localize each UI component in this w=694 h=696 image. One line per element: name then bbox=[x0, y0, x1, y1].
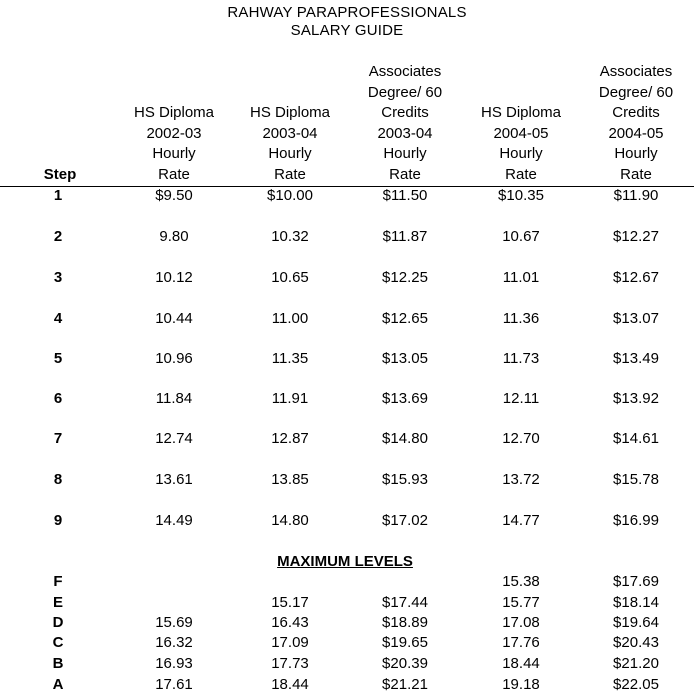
rate-cell: $13.69 bbox=[382, 390, 428, 407]
rate-cell: $15.78 bbox=[613, 471, 659, 488]
rate-cell: $22.05 bbox=[613, 676, 659, 693]
step-label: 9 bbox=[53, 512, 63, 529]
rate-cell: $20.43 bbox=[613, 634, 659, 651]
column-header-assoc-2004-05: Associates Degree/ 60 Credits 2004-05 Hourly Rate bbox=[598, 63, 674, 183]
rate-cell: 19.18 bbox=[502, 676, 540, 693]
rate-cell: $12.27 bbox=[613, 228, 659, 245]
step-header: Step bbox=[43, 166, 77, 183]
rate-cell: $12.65 bbox=[382, 310, 428, 327]
rate-cell: 15.17 bbox=[271, 594, 309, 611]
rate-cell: $12.25 bbox=[382, 269, 428, 286]
rate-cell: 17.61 bbox=[155, 676, 193, 693]
rate-cell: $16.99 bbox=[613, 512, 659, 529]
rate-cell: 16.93 bbox=[155, 655, 193, 672]
rate-cell: 17.08 bbox=[502, 614, 540, 631]
title-line-2: SALARY GUIDE bbox=[290, 22, 404, 39]
rate-cell: $17.44 bbox=[382, 594, 428, 611]
rate-cell: $19.65 bbox=[382, 634, 428, 651]
step-label: 6 bbox=[53, 390, 63, 407]
rate-cell: $17.02 bbox=[382, 512, 428, 529]
rate-cell: 14.77 bbox=[502, 512, 540, 529]
rate-cell: $10.35 bbox=[498, 187, 544, 204]
rate-cell: 11.36 bbox=[502, 310, 540, 327]
step-label: 1 bbox=[53, 187, 63, 204]
rate-cell: 11.01 bbox=[502, 269, 540, 286]
rate-cell: $21.21 bbox=[382, 676, 428, 693]
rate-cell: $12.67 bbox=[613, 269, 659, 286]
rate-cell: $18.14 bbox=[613, 594, 659, 611]
rate-cell: 9.80 bbox=[159, 228, 189, 245]
rate-cell: 11.91 bbox=[271, 390, 309, 407]
rate-cell: 10.96 bbox=[155, 350, 193, 367]
rate-cell: 16.32 bbox=[155, 634, 193, 651]
rate-cell: $20.39 bbox=[382, 655, 428, 672]
rate-cell: $11.90 bbox=[613, 187, 659, 204]
rate-cell: 10.32 bbox=[271, 228, 309, 245]
rate-cell: 17.73 bbox=[271, 655, 309, 672]
rate-cell: $14.61 bbox=[613, 430, 659, 447]
step-label: 8 bbox=[53, 471, 63, 488]
rate-cell: 13.72 bbox=[502, 471, 540, 488]
title-line-1: RAHWAY PARAPROFESSIONALS bbox=[227, 4, 467, 21]
column-header-hs-2003-04: HS Diploma 2003-04 Hourly Rate bbox=[249, 104, 331, 183]
rate-cell: $13.07 bbox=[613, 310, 659, 327]
step-label: B bbox=[52, 655, 64, 672]
rate-cell: 15.38 bbox=[502, 573, 540, 590]
rate-cell: $13.05 bbox=[382, 350, 428, 367]
step-label: F bbox=[53, 573, 63, 590]
step-label: 2 bbox=[53, 228, 63, 245]
step-label: 5 bbox=[53, 350, 63, 367]
rate-cell: 12.70 bbox=[502, 430, 540, 447]
column-header-assoc-2003-04: Associates Degree/ 60 Credits 2003-04 Hourly Rate bbox=[367, 63, 443, 183]
step-label: 4 bbox=[53, 310, 63, 327]
rate-cell: 12.87 bbox=[271, 430, 309, 447]
maximum-levels-label: MAXIMUM LEVELS bbox=[277, 553, 413, 570]
rate-cell: 18.44 bbox=[502, 655, 540, 672]
step-label: D bbox=[52, 614, 64, 631]
rate-cell: 11.84 bbox=[155, 390, 193, 407]
rate-cell: $19.64 bbox=[613, 614, 659, 631]
rate-cell: $10.00 bbox=[267, 187, 313, 204]
rate-cell: 14.80 bbox=[271, 512, 309, 529]
step-label: 7 bbox=[53, 430, 63, 447]
rate-cell: 11.73 bbox=[502, 350, 540, 367]
rate-cell: 15.69 bbox=[155, 614, 193, 631]
step-label: C bbox=[52, 634, 64, 651]
step-label: A bbox=[52, 676, 64, 693]
rate-cell: 12.74 bbox=[155, 430, 193, 447]
step-label: E bbox=[52, 594, 63, 611]
rate-cell: 10.44 bbox=[155, 310, 193, 327]
rate-cell: 16.43 bbox=[271, 614, 309, 631]
column-header-hs-2004-05: HS Diploma 2004-05 Hourly Rate bbox=[480, 104, 562, 183]
rate-cell: 10.67 bbox=[502, 228, 540, 245]
rate-cell: 13.85 bbox=[271, 471, 309, 488]
rate-cell: 10.12 bbox=[155, 269, 193, 286]
rate-cell: 11.35 bbox=[271, 350, 309, 367]
rate-cell: $13.92 bbox=[613, 390, 659, 407]
rate-cell: 17.76 bbox=[502, 634, 540, 651]
rate-cell: $18.89 bbox=[382, 614, 428, 631]
step-label: 3 bbox=[53, 269, 63, 286]
rate-cell: 12.11 bbox=[502, 390, 540, 407]
rate-cell: $21.20 bbox=[613, 655, 659, 672]
rate-cell: 13.61 bbox=[155, 471, 193, 488]
rate-cell: $13.49 bbox=[613, 350, 659, 367]
rate-cell: $17.69 bbox=[613, 573, 659, 590]
rate-cell: $11.87 bbox=[382, 228, 428, 245]
rate-cell: 10.65 bbox=[271, 269, 309, 286]
rate-cell: 14.49 bbox=[155, 512, 193, 529]
rate-cell: $9.50 bbox=[155, 187, 193, 204]
column-header-hs-2002-03: HS Diploma 2002-03 Hourly Rate bbox=[133, 104, 215, 183]
rate-cell: 11.00 bbox=[271, 310, 309, 327]
rate-cell: $11.50 bbox=[382, 187, 428, 204]
rate-cell: $14.80 bbox=[382, 430, 428, 447]
rate-cell: 18.44 bbox=[271, 676, 309, 693]
rate-cell: $15.93 bbox=[382, 471, 428, 488]
rate-cell: 17.09 bbox=[271, 634, 309, 651]
rate-cell: 15.77 bbox=[502, 594, 540, 611]
